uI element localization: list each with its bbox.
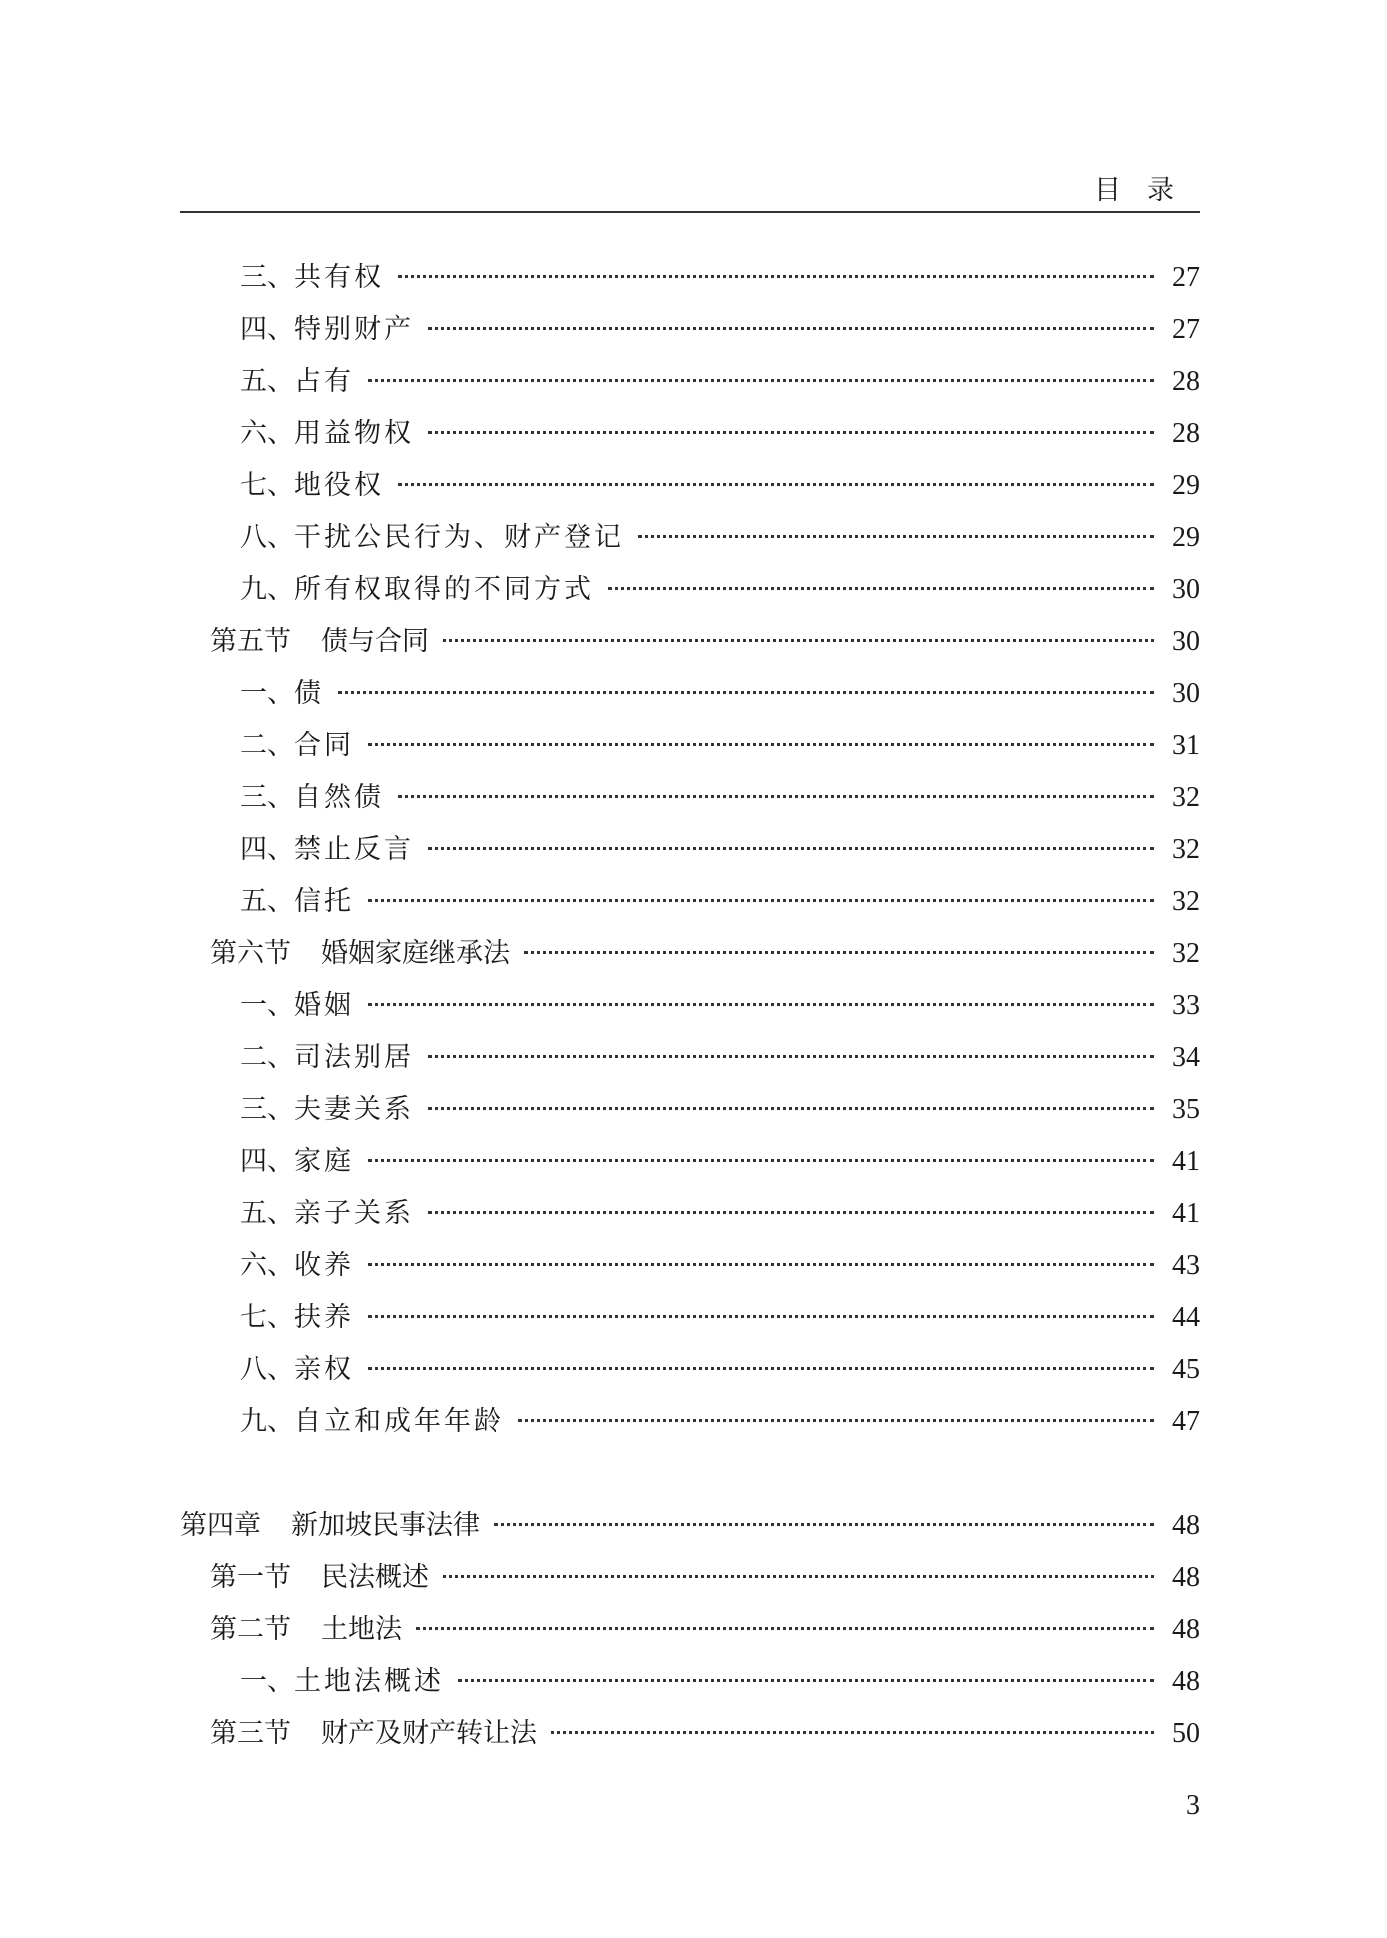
toc-entry-title: 婚姻 xyxy=(294,990,354,1021)
toc-entry-page: 30 xyxy=(1172,626,1200,657)
toc-entry-sub xyxy=(180,1240,1200,1292)
toc-entry-page: 32 xyxy=(1172,886,1200,917)
toc-entry-sub xyxy=(180,1084,1200,1136)
toc-entry-page: 30 xyxy=(1172,678,1200,709)
toc-entry-page: 33 xyxy=(1172,990,1200,1021)
toc-entry-number: 第一节 xyxy=(210,1562,291,1593)
toc-entry-number: 八、 xyxy=(240,1354,294,1385)
dot-leader xyxy=(443,639,1154,642)
table-of-contents xyxy=(180,252,1200,1760)
toc-entry-section xyxy=(180,1708,1200,1760)
toc-entry-title: 特别财产 xyxy=(294,314,414,345)
toc-entry-page: 28 xyxy=(1172,418,1200,449)
toc-entry-page: 45 xyxy=(1172,1354,1200,1385)
toc-entry-title: 共有权 xyxy=(294,262,384,293)
toc-entry-number: 二、 xyxy=(240,730,294,761)
toc-entry-title: 自然债 xyxy=(294,782,384,813)
dot-leader xyxy=(428,327,1154,330)
toc-entry-sub xyxy=(180,980,1200,1032)
toc-entry-title: 扶养 xyxy=(294,1302,354,1333)
page-number: 3 xyxy=(1186,1790,1200,1821)
dot-leader xyxy=(368,899,1154,902)
toc-entry-title: 用益物权 xyxy=(294,418,414,449)
toc-entry-sub xyxy=(180,1292,1200,1344)
toc-entry-number: 八、 xyxy=(240,522,294,553)
running-header xyxy=(180,168,1200,208)
header-rule xyxy=(180,211,1200,213)
toc-entry-page: 35 xyxy=(1172,1094,1200,1125)
dot-leader xyxy=(494,1523,1154,1526)
toc-entry-number: 四、 xyxy=(240,834,294,865)
toc-entry-number: 五、 xyxy=(240,366,294,397)
toc-entry-title: 新加坡民事法律 xyxy=(291,1510,480,1541)
toc-entry-page: 32 xyxy=(1172,834,1200,865)
toc-entry-number: 二、 xyxy=(240,1042,294,1073)
toc-entry-title: 亲权 xyxy=(294,1354,354,1385)
dot-leader xyxy=(638,535,1154,538)
toc-entry-number: 五、 xyxy=(240,886,294,917)
toc-entry-number: 一、 xyxy=(240,990,294,1021)
toc-entry-sub xyxy=(180,824,1200,876)
toc-entry-sub xyxy=(180,1396,1200,1448)
toc-entry-page: 47 xyxy=(1172,1406,1200,1437)
toc-entry-sub xyxy=(180,772,1200,824)
toc-entry-section xyxy=(180,1604,1200,1656)
toc-entry-page: 27 xyxy=(1172,262,1200,293)
dot-leader xyxy=(398,483,1154,486)
toc-entry-title: 所有权取得的不同方式 xyxy=(294,574,594,605)
toc-entry-page: 29 xyxy=(1172,470,1200,501)
dot-leader xyxy=(518,1419,1154,1422)
toc-entry-number: 四、 xyxy=(240,1146,294,1177)
toc-entry-title: 土地法 xyxy=(321,1614,402,1645)
toc-entry-number: 三、 xyxy=(240,262,294,293)
dot-leader xyxy=(428,1055,1154,1058)
toc-entry-number: 一、 xyxy=(240,678,294,709)
dot-leader xyxy=(368,743,1154,746)
toc-entry-page: 27 xyxy=(1172,314,1200,345)
toc-entry-title: 收养 xyxy=(294,1250,354,1281)
dot-leader xyxy=(443,1575,1154,1578)
toc-entry-sub xyxy=(180,1032,1200,1084)
dot-leader xyxy=(368,1315,1154,1318)
toc-entry-number: 五、 xyxy=(240,1198,294,1229)
dot-leader xyxy=(428,431,1154,434)
dot-leader xyxy=(428,1211,1154,1214)
toc-entry-sub xyxy=(180,668,1200,720)
toc-entry-number: 第二节 xyxy=(210,1614,291,1645)
toc-entry-page: 31 xyxy=(1172,730,1200,761)
toc-entry-number: 三、 xyxy=(240,782,294,813)
toc-entry-title: 土地法概述 xyxy=(294,1666,444,1697)
toc-entry-sub xyxy=(180,876,1200,928)
toc-entry-section xyxy=(180,928,1200,980)
toc-entry-page: 28 xyxy=(1172,366,1200,397)
toc-entry-sub xyxy=(180,252,1200,304)
toc-entry-page: 41 xyxy=(1172,1146,1200,1177)
toc-entry-section xyxy=(180,616,1200,668)
toc-entry-sub xyxy=(180,304,1200,356)
toc-entry-page: 48 xyxy=(1172,1510,1200,1541)
toc-entry-number: 九、 xyxy=(240,1406,294,1437)
dot-leader xyxy=(428,847,1154,850)
toc-entry-sub xyxy=(180,460,1200,512)
toc-entry-number: 七、 xyxy=(240,470,294,501)
toc-entry-page: 32 xyxy=(1172,938,1200,969)
toc-entry-title: 自立和成年年龄 xyxy=(294,1406,504,1437)
toc-entry-sub xyxy=(180,720,1200,772)
toc-entry-number: 一、 xyxy=(240,1666,294,1697)
toc-entry-title: 信托 xyxy=(294,886,354,917)
toc-entry-page: 34 xyxy=(1172,1042,1200,1073)
toc-entry-sub xyxy=(180,1344,1200,1396)
toc-entry-title: 地役权 xyxy=(294,470,384,501)
toc-entry-sub xyxy=(180,564,1200,616)
toc-entry-number: 三、 xyxy=(240,1094,294,1125)
running-header-title: 目录 xyxy=(1094,175,1200,206)
toc-entry-title: 婚姻家庭继承法 xyxy=(321,938,510,969)
toc-entry-sub xyxy=(180,1656,1200,1708)
toc-entry-section xyxy=(180,1552,1200,1604)
toc-entry-number: 九、 xyxy=(240,574,294,605)
toc-entry-title: 家庭 xyxy=(294,1146,354,1177)
toc-entry-title: 禁止反言 xyxy=(294,834,414,865)
toc-entry-sub xyxy=(180,1188,1200,1240)
toc-entry-number: 四、 xyxy=(240,314,294,345)
dot-leader xyxy=(458,1679,1154,1682)
toc-entry-page: 48 xyxy=(1172,1666,1200,1697)
dot-leader xyxy=(368,1003,1154,1006)
toc-entry-title: 合同 xyxy=(294,730,354,761)
dot-leader xyxy=(368,1159,1154,1162)
dot-leader xyxy=(398,275,1154,278)
toc-entry-title: 夫妻关系 xyxy=(294,1094,414,1125)
dot-leader xyxy=(368,1263,1154,1266)
toc-entry-page: 48 xyxy=(1172,1562,1200,1593)
toc-entry-sub xyxy=(180,512,1200,564)
toc-entry-title: 债 xyxy=(294,678,324,709)
dot-leader xyxy=(368,379,1154,382)
toc-entry-title: 司法别居 xyxy=(294,1042,414,1073)
toc-entry-page: 44 xyxy=(1172,1302,1200,1333)
toc-entry-number: 六、 xyxy=(240,418,294,449)
toc-entry-sub xyxy=(180,1136,1200,1188)
dot-leader xyxy=(608,587,1154,590)
toc-entry-number: 第五节 xyxy=(210,626,291,657)
toc-entry-number: 第四章 xyxy=(180,1510,261,1541)
toc-entry-number: 七、 xyxy=(240,1302,294,1333)
toc-entry-sub xyxy=(180,408,1200,460)
toc-entry-page: 32 xyxy=(1172,782,1200,813)
toc-entry-title: 占有 xyxy=(294,366,354,397)
toc-entry-number: 第三节 xyxy=(210,1718,291,1749)
toc-entry-title: 财产及财产转让法 xyxy=(321,1718,537,1749)
toc-entry-sub xyxy=(180,356,1200,408)
dot-leader xyxy=(368,1367,1154,1370)
dot-leader xyxy=(524,951,1154,954)
dot-leader xyxy=(338,691,1154,694)
toc-entry-chapter xyxy=(180,1500,1200,1552)
toc-entry-page: 30 xyxy=(1172,574,1200,605)
toc-entry-title: 干扰公民行为、财产登记 xyxy=(294,522,624,553)
toc-entry-title: 民法概述 xyxy=(321,1562,429,1593)
toc-entry-number: 第六节 xyxy=(210,938,291,969)
toc-entry-number: 六、 xyxy=(240,1250,294,1281)
toc-entry-page: 43 xyxy=(1172,1250,1200,1281)
dot-leader xyxy=(551,1731,1154,1734)
toc-entry-page: 48 xyxy=(1172,1614,1200,1645)
toc-entry-title: 亲子关系 xyxy=(294,1198,414,1229)
toc-entry-page: 29 xyxy=(1172,522,1200,553)
toc-entry-title: 债与合同 xyxy=(321,626,429,657)
toc-entry-page: 50 xyxy=(1172,1718,1200,1749)
dot-leader xyxy=(398,795,1154,798)
toc-entry-page: 41 xyxy=(1172,1198,1200,1229)
dot-leader xyxy=(416,1627,1154,1630)
dot-leader xyxy=(428,1107,1154,1110)
